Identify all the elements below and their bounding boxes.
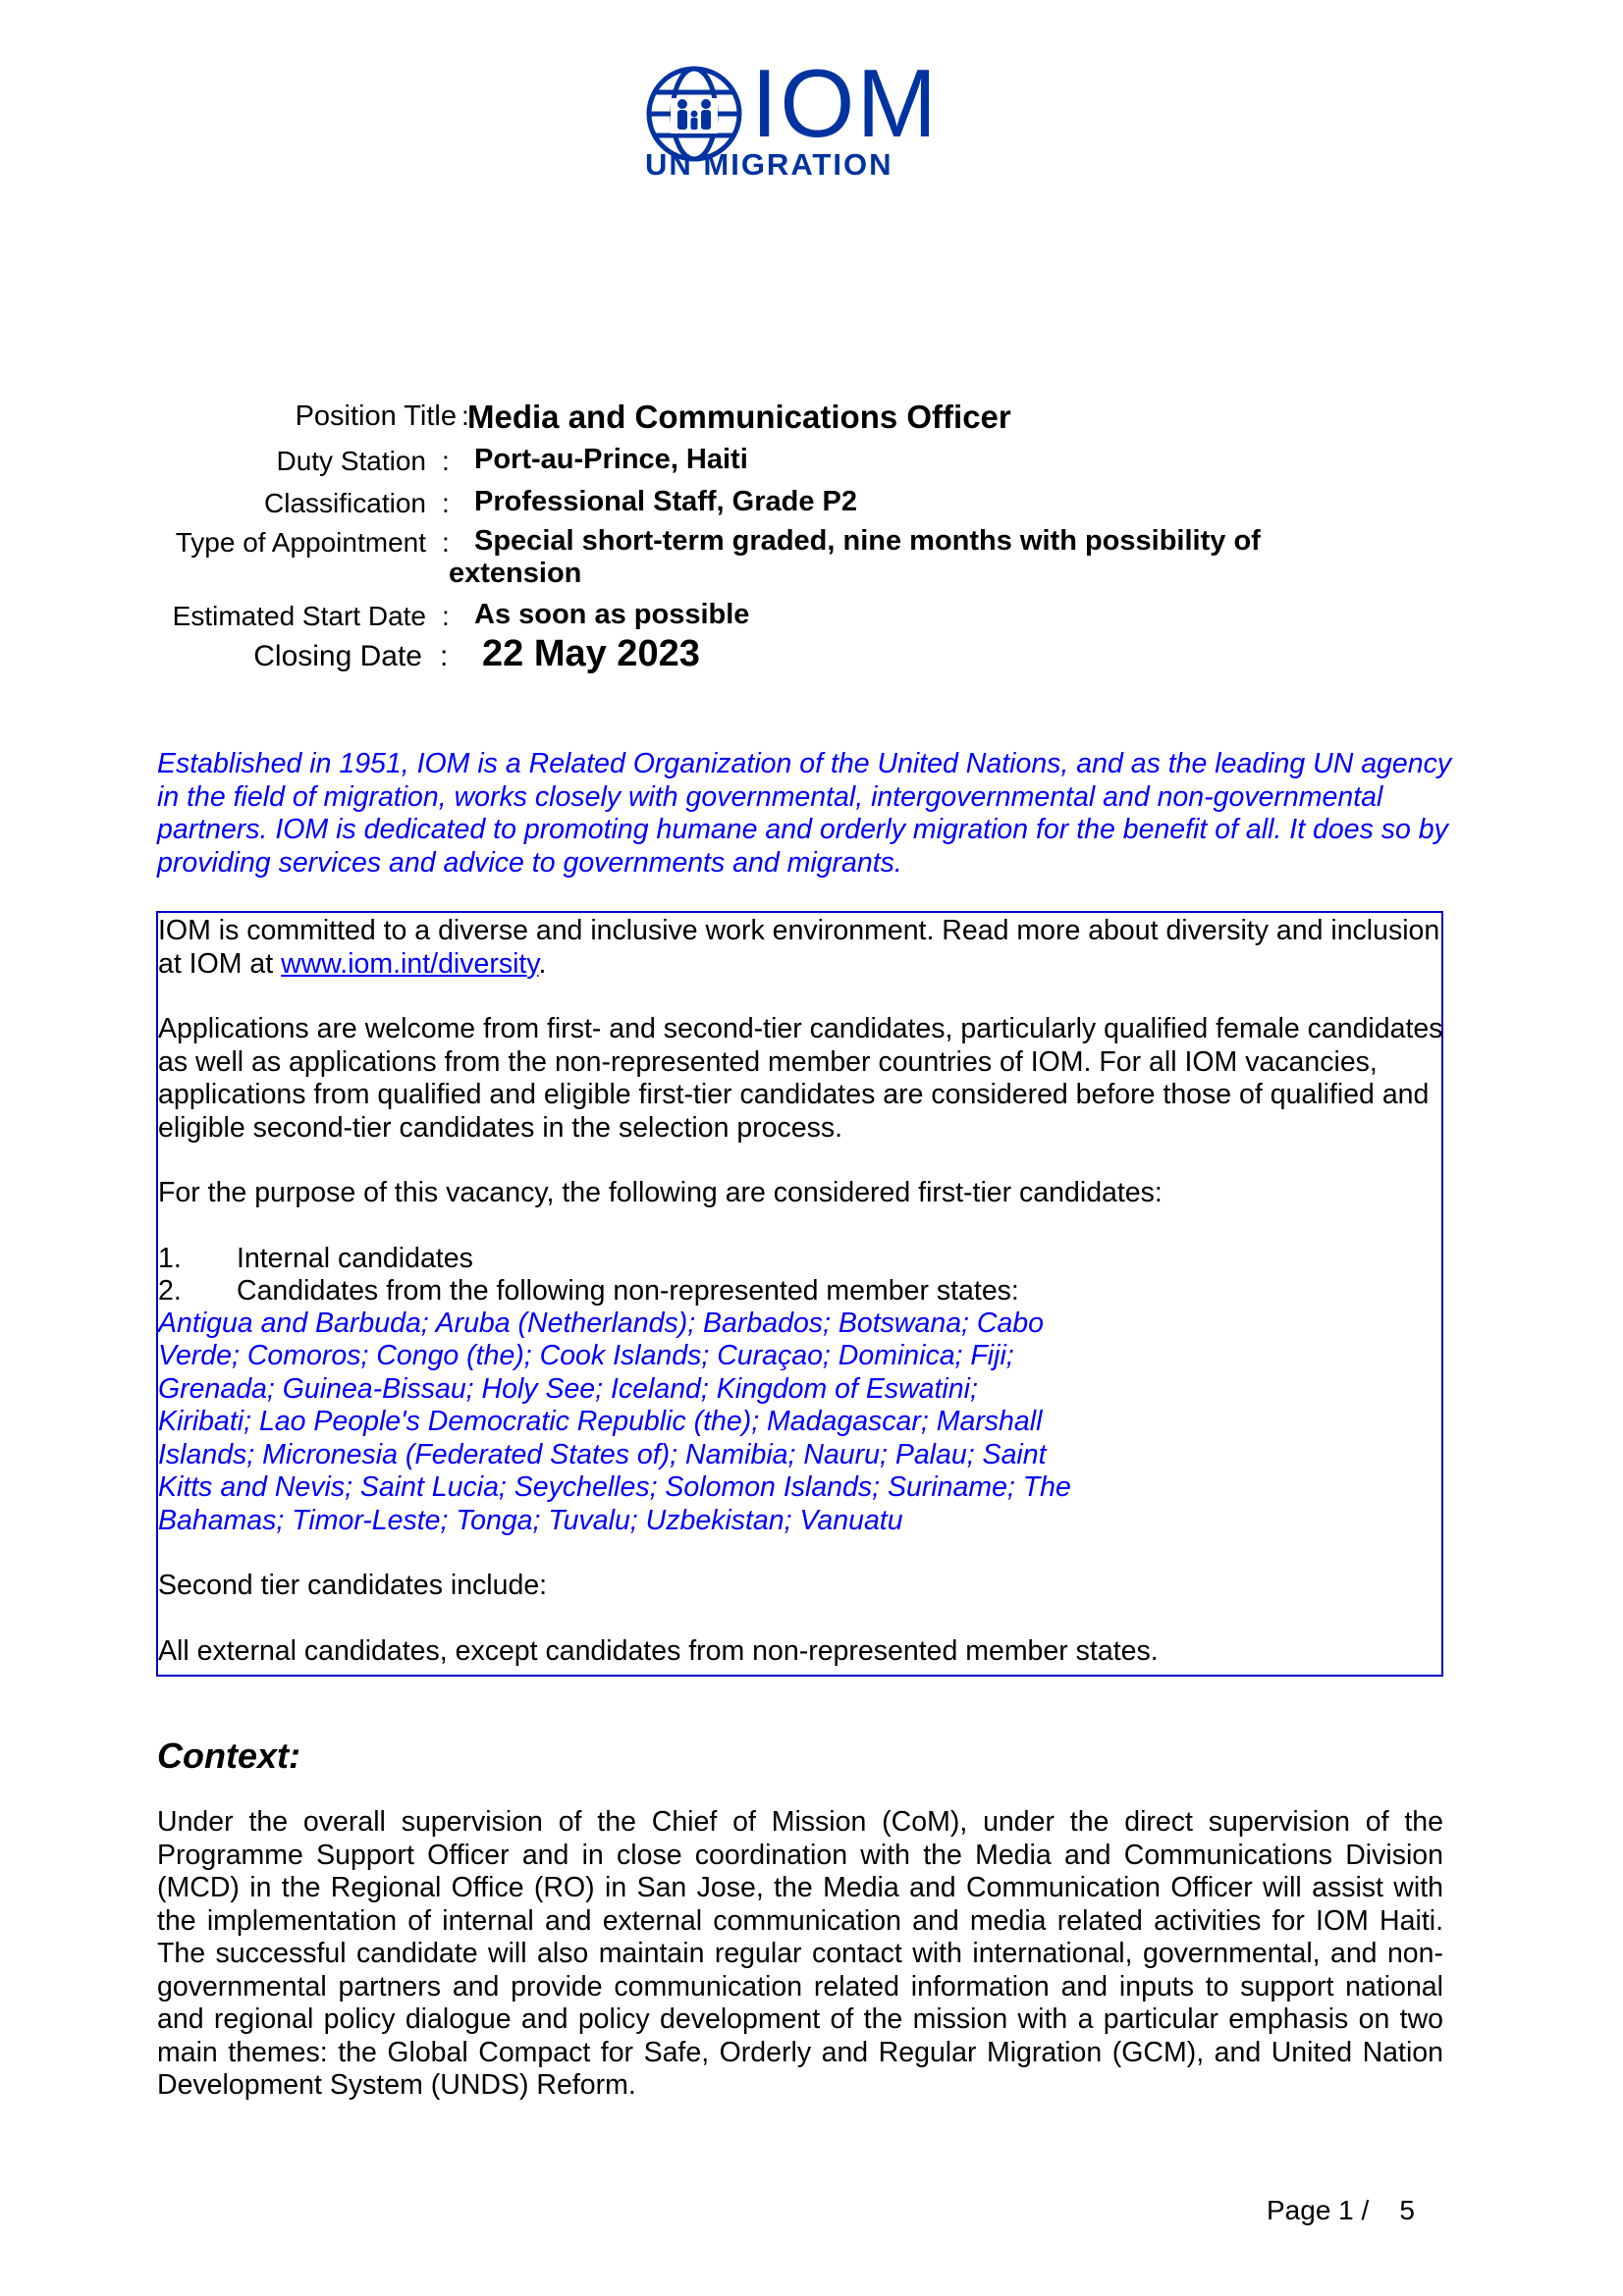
first-tier-intro: For the purpose of this vacancy, the following are considered first-tier candidates: (158, 1177, 1163, 1208)
field-separator: : (461, 400, 469, 431)
list-number: 2. (158, 1275, 182, 1307)
field-value: As soon as possible (474, 599, 750, 630)
diversity-text: IOM is committed to a diverse and inclusive work environment. Read more about diversity and inclusion at IOM at (158, 915, 1440, 980)
country-line: Kiribati; Lao People's Democratic Republic (the); Madagascar; Marshall (158, 1406, 1043, 1437)
logo-wordmark: IOM (751, 49, 940, 157)
diversity-period: . (538, 947, 547, 980)
list-number: 1. (158, 1243, 182, 1274)
list-item (158, 1243, 473, 1275)
field-separator: : (442, 446, 450, 476)
field-separator: : (442, 601, 450, 631)
field-value: Professional Staff, Grade P2 (474, 486, 858, 517)
context-paragraph: Under the overall supervision of the Chief of Mission (CoM), under the direct supervision of the Programme Support Officer and in close coordination with the Media and Communications Division (MCD) in the Regional Office (RO) in San Jose, the Media and Communication Officer will assist with the implementation of internal and external communication and media related activities for IOM Haiti. The successful candidate will also maintain regular contact with international, governmental, and non-governmental partners and provide communication related information and inputs to support national and regional policy dialogue and policy development of the mission with a particular emphasis on two main themes: the Global Compact for Safe, Orderly and Regular Migration (GCM), and United Nation Development System (UNDS) Reform. (157, 1806, 1443, 2101)
field-separator: : (440, 640, 449, 672)
field-value: 22 May 2023 (482, 633, 700, 674)
field-separator: : (442, 527, 450, 558)
iom-logo (643, 49, 957, 184)
applications-paragraph: Applications are welcome from first- and second-tier candidates, particularly qualified female candidates as well as applications from the non-represented member countries of IOM. For all IOM vacancies, applications from qualified and eligible first-tier candidates are considered before those of qualified and eligible second-tier candidates in the selection process. (158, 1013, 1443, 1144)
field-value: Port-au-Prince, Haiti (474, 444, 748, 475)
country-line: Grenada; Guinea-Bissau; Holy See; Iceland; Kingdom of Eswatini; (158, 1373, 978, 1405)
candidates-info-box (156, 911, 1443, 1677)
field-value: Special short-term graded, nine months with possibility of (474, 525, 1261, 557)
country-line: Antigua and Barbuda; Aruba (Netherlands); Barbados; Botswana; Cabo (158, 1308, 1045, 1339)
list-text: Internal candidates (237, 1243, 473, 1274)
field-label: Type of Appointment (175, 527, 426, 558)
field-separator: : (442, 488, 450, 518)
field-label: Duty Station (276, 446, 426, 476)
country-line: Islands; Micronesia (Federated States of); Namibia; Nauru; Palau; Saint (158, 1439, 1047, 1470)
field-value-continuation: extension (449, 558, 582, 589)
field-label: Closing Date (253, 640, 422, 672)
field-label: Classification (264, 488, 426, 518)
logo-tagline: UN MIGRATION (645, 147, 893, 182)
field-value: Media and Communications Officer (467, 399, 1011, 435)
field-label: Estimated Start Date (172, 601, 426, 631)
iom-intro-paragraph: Established in 1951, IOM is a Related Organization of the United Nations, and as the leading UN agency in the field of migration, works closely with governmental, intergovernmental and non-governmental partners. IOM is dedicated to promoting humane and orderly migration for the benefit of all. It does so by providing services and advice to governments and migrants. (157, 748, 1452, 879)
list-item (158, 1275, 1019, 1308)
country-line: Kitts and Nevis; Saint Lucia; Seychelles; Solomon Islands; Suriname; The (158, 1471, 1071, 1503)
list-text: Candidates from the following non-represented member states: (237, 1275, 1019, 1307)
diversity-paragraph (158, 915, 1444, 981)
country-line: Bahamas; Timor-Leste; Tonga; Tuvalu; Uzbekistan; Vanuatu (158, 1505, 903, 1536)
second-tier-intro: Second tier candidates include: (158, 1570, 548, 1601)
second-tier-description: All external candidates, except candidates from non-represented member states. (158, 1635, 1159, 1667)
page-number: Page 1 / 5 (1267, 2195, 1415, 2225)
context-heading: Context: (157, 1735, 300, 1776)
country-line: Verde; Comoros; Congo (the); Cook Islands; Curaçao; Dominica; Fiji; (158, 1340, 1014, 1371)
field-label: Position Title (295, 400, 457, 432)
diversity-link[interactable]: www.iom.int/diversity (281, 947, 539, 980)
